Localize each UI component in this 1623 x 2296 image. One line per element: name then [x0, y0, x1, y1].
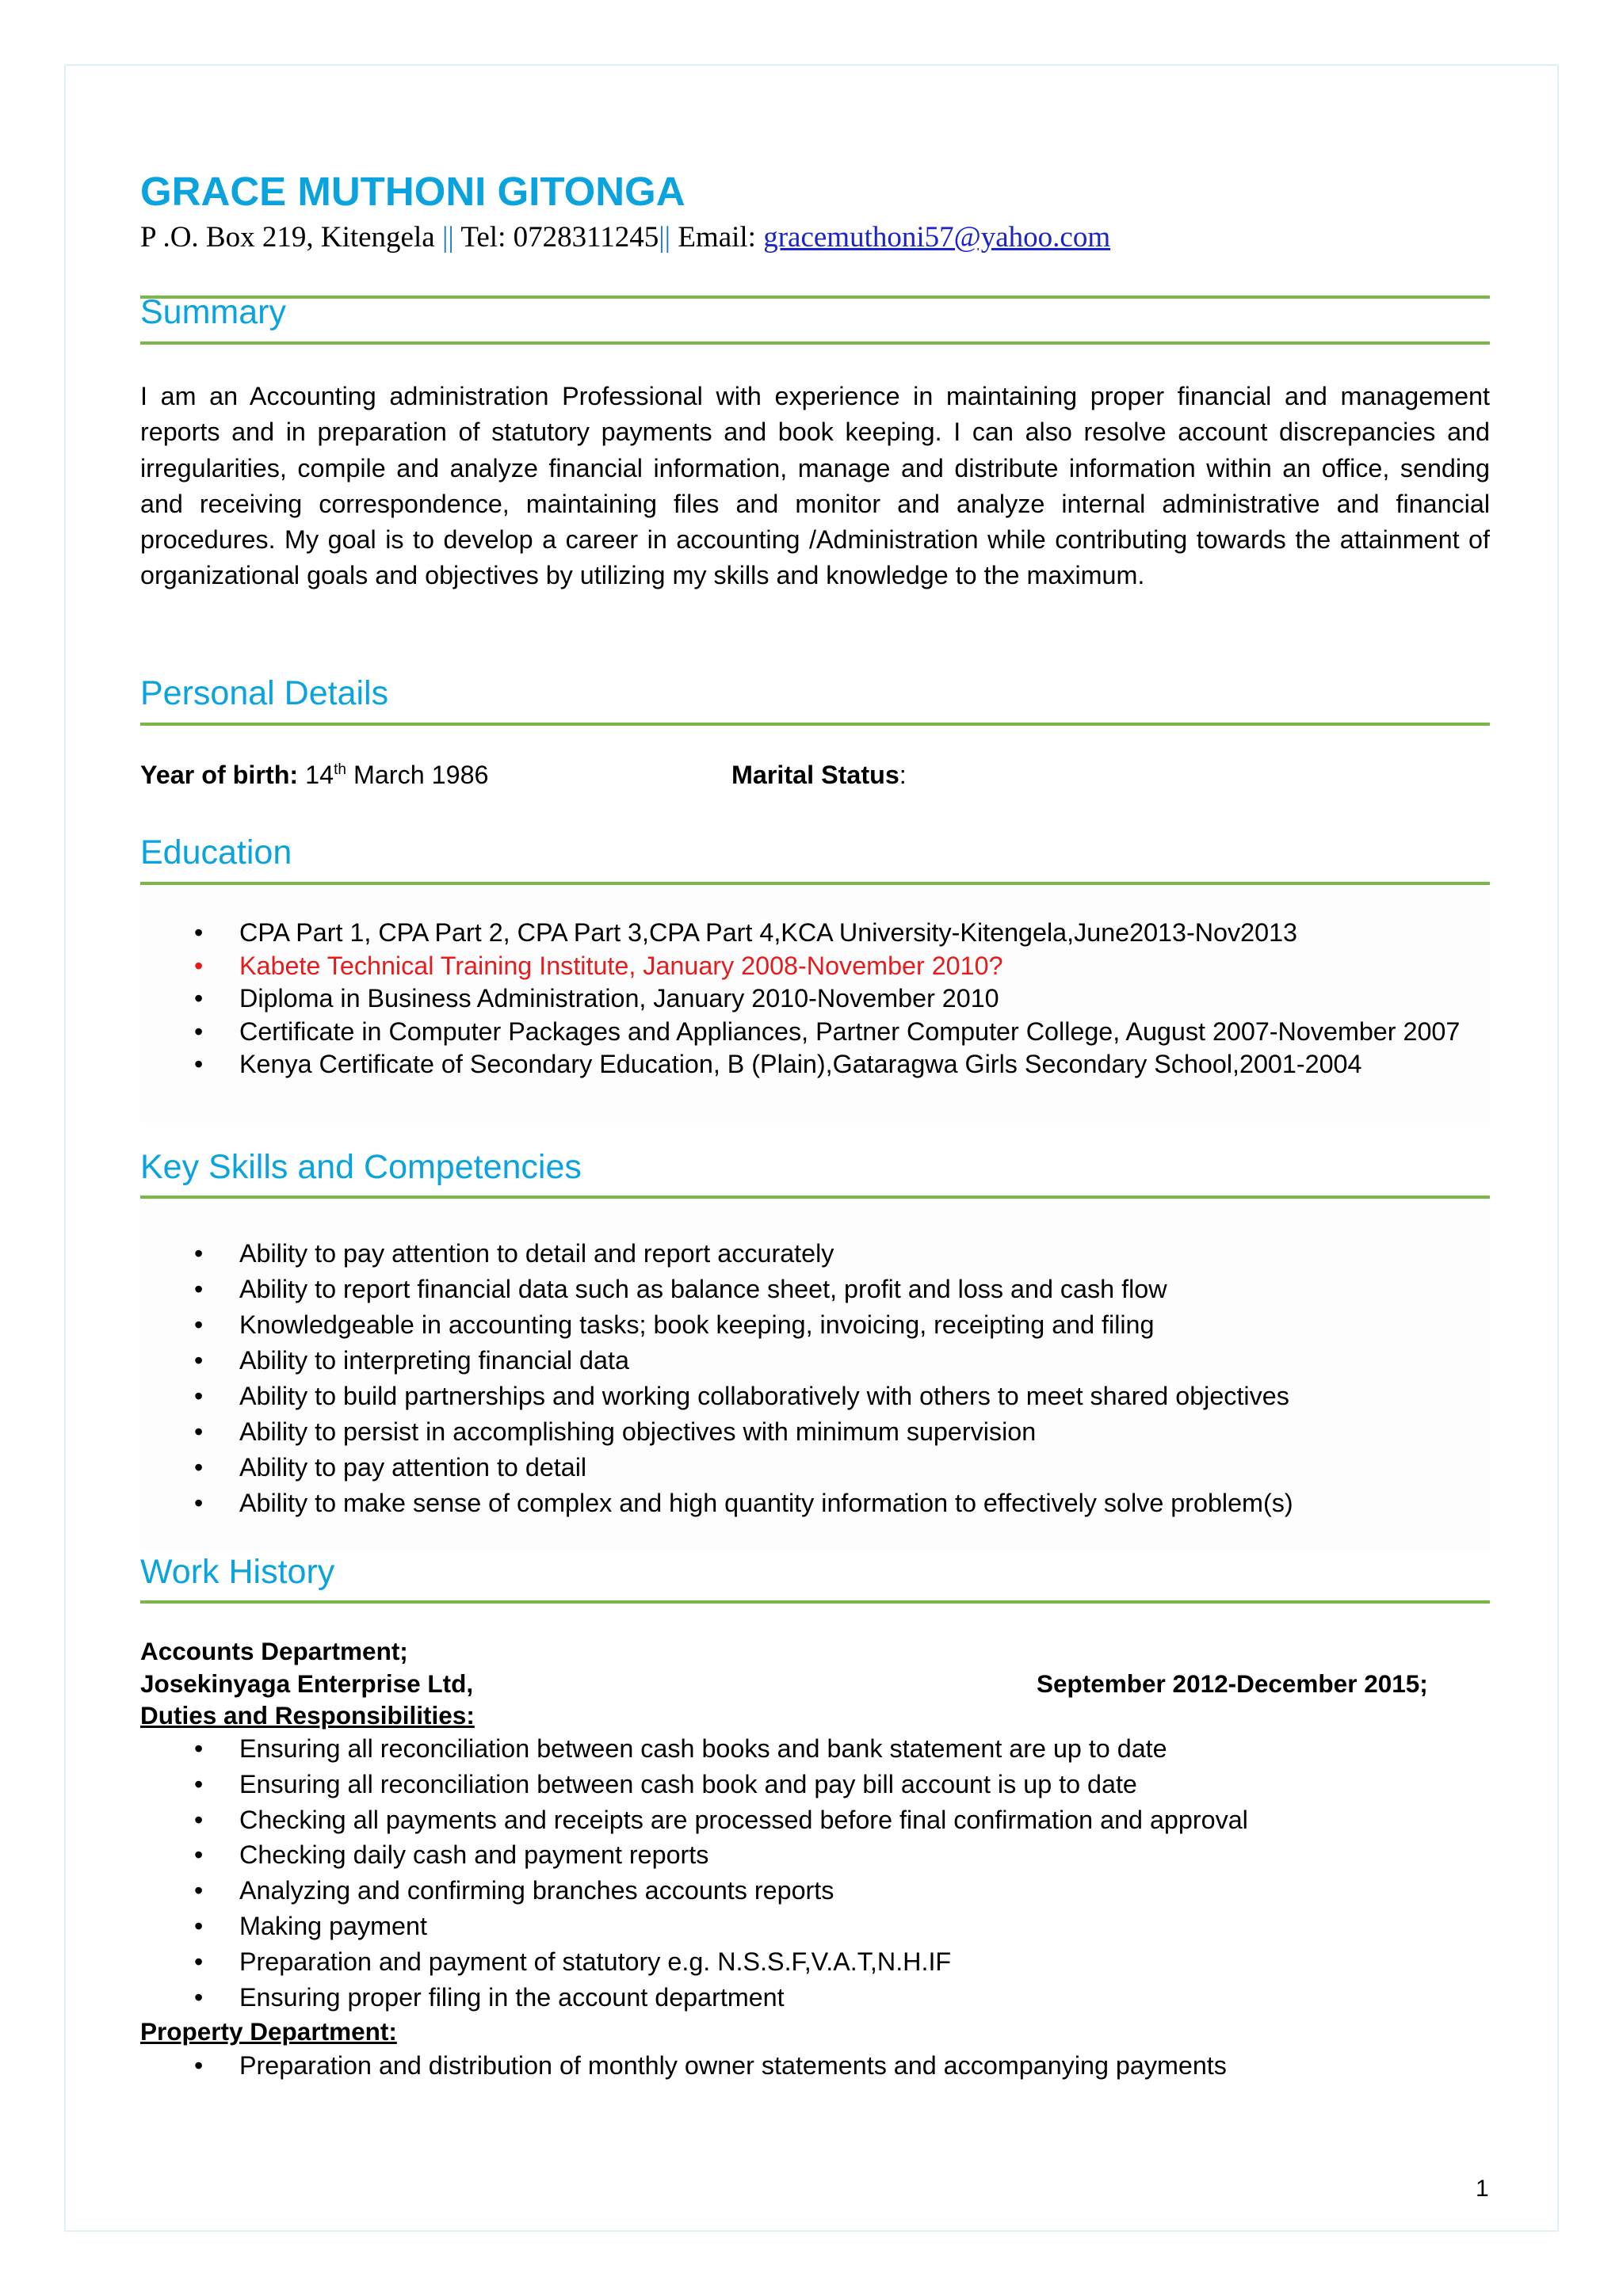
- separator: ||: [441, 221, 454, 254]
- department-name: Accounts Department;: [140, 1637, 408, 1665]
- yob-suffix: th: [334, 761, 346, 779]
- property-department-label: Property Department:: [140, 2017, 397, 2046]
- separator: ||: [659, 221, 671, 254]
- list-item: • Ability to interpreting financial data: [140, 1343, 1490, 1379]
- duties-label: Duties and Responsibilities:: [140, 1701, 475, 1730]
- list-item: • Ability to build partnerships and working collaboratively with others to meet shared objectives: [140, 1379, 1490, 1414]
- duties-list: [140, 1731, 1490, 2015]
- contact-line: [140, 220, 1110, 254]
- list-item: • Preparation and payment of statutory e.g. N.S.S.F,V.A.T,N.H.IF: [140, 1944, 1490, 1980]
- list-item: • Ensuring proper filing in the account department: [140, 1980, 1490, 2016]
- yob-day: 14: [298, 761, 334, 789]
- list-item: • Checking all payments and receipts are processed before final confirmation and approval: [140, 1802, 1490, 1838]
- list-item: • Analyzing and confirming branches accounts reports: [140, 1873, 1490, 1909]
- summary-text: I am an Accounting administration Professional with experience in maintaining proper financial and management reports and in preparation of statutory payments and book keeping. I can also resolve account discrepancies and irregularities, compile and analyze financial information, manage and distribute information within an office, sending and receiving correspondence, maintaining files and monitor and analyze internal administrative and financial procedures. My goal is to develop a career in accounting /Administration while contributing towards the attainment of organizational goals and objectives by utilizing my skills and knowledge to the maximum.: [140, 382, 1490, 590]
- property-duties-list: [140, 2048, 1490, 2084]
- work-history-heading: Work History: [140, 1553, 335, 1591]
- list-item: • Ability to report financial data such as balance sheet, profit and loss and cash flow: [140, 1272, 1490, 1307]
- list-item: • CPA Part 1, CPA Part 2, CPA Part 3,CPA Part 4,KCA University-Kitengela,June2013-Nov2013: [140, 917, 1490, 950]
- list-item: • Preparation and distribution of monthly owner statements and accompanying payments: [140, 2048, 1490, 2084]
- yob-rest: March 1986: [346, 761, 489, 789]
- address: P .O. Box 219, Kitengela: [140, 221, 442, 254]
- list-item: • Ability to pay attention to detail and report accurately: [140, 1236, 1490, 1272]
- personal-details-heading: Personal Details: [140, 674, 389, 712]
- yob-label: Year of birth:: [140, 761, 299, 789]
- list-item: • Checking daily cash and payment reports: [140, 1837, 1490, 1873]
- email-label: Email:: [670, 221, 764, 254]
- marital-status: [731, 761, 907, 790]
- company-name: Josekinyaga Enterprise Ltd,: [140, 1669, 474, 1698]
- section-rule: [140, 341, 1490, 345]
- page-number: 1: [1476, 2176, 1489, 2202]
- list-item: • Ability to make sense of complex and high quantity information to effectively solve problem(s): [140, 1486, 1490, 1521]
- education-heading: Education: [140, 833, 292, 871]
- list-item: • Kabete Technical Training Institute, January 2008-November 2010?: [140, 950, 1490, 983]
- candidate-name: GRACE MUTHONI GITONGA: [140, 169, 685, 214]
- marital-colon: :: [899, 761, 907, 789]
- list-item: • Ability to persist in accomplishing objectives with minimum supervision: [140, 1414, 1490, 1450]
- section-rule: [140, 723, 1490, 726]
- summary-heading: Summary: [140, 293, 286, 331]
- email-link[interactable]: gracemuthoni57@yahoo.com: [763, 221, 1111, 254]
- list-item: • Certificate in Computer Packages and Appliances, Partner Computer College, August 2007-November 2007: [140, 1016, 1490, 1049]
- list-item: • Ensuring all reconciliation between cash book and pay bill account is up to date: [140, 1767, 1490, 1802]
- list-item: • Ensuring all reconciliation between cash books and bank statement are up to date: [140, 1731, 1490, 1767]
- education-list: [140, 917, 1490, 1081]
- skills-heading: Key Skills and Competencies: [140, 1148, 582, 1186]
- employment-dates: September 2012-December 2015;: [1037, 1669, 1428, 1698]
- telephone: Tel: 0728311245: [453, 221, 659, 254]
- skills-list: [140, 1236, 1490, 1521]
- section-rule: [140, 1600, 1490, 1604]
- list-item: • Knowledgeable in accounting tasks; book keeping, invoicing, receipting and filing: [140, 1307, 1490, 1343]
- list-item: • Making payment: [140, 1909, 1490, 1944]
- list-item: • Diploma in Business Administration, January 2010-November 2010: [140, 982, 1490, 1016]
- section-rule: [140, 296, 1490, 299]
- list-item: • Ability to pay attention to detail: [140, 1450, 1490, 1486]
- list-item: • Kenya Certificate of Secondary Education, B (Plain),Gataragwa Girls Secondary School,2001-2004: [140, 1048, 1490, 1081]
- marital-label: Marital Status: [731, 761, 899, 789]
- personal-details-row: [140, 761, 1490, 790]
